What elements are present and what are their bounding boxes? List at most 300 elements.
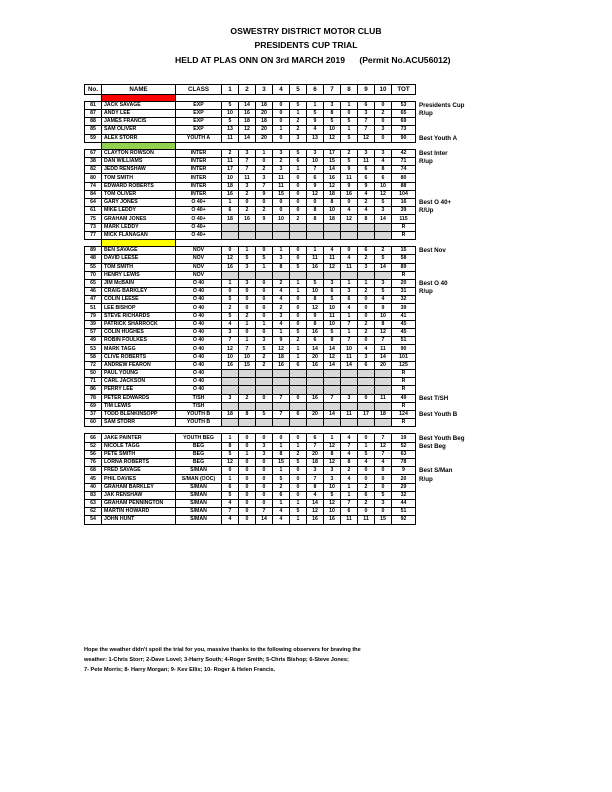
score-cell: 12	[375, 190, 392, 198]
rider-name: STEVE RICHARDS	[102, 312, 176, 320]
award-note	[416, 329, 494, 337]
score-cell: 9	[256, 215, 273, 223]
table-row	[85, 442, 494, 450]
score-cell: 0	[256, 434, 273, 442]
score-cell: 9	[307, 312, 324, 320]
score-cell: 5	[290, 508, 307, 516]
score-cell: 12	[375, 329, 392, 337]
score-cell: 2	[341, 149, 358, 157]
score-cell: 18	[324, 190, 341, 198]
score-cell	[273, 223, 290, 231]
score-cell: 2	[239, 207, 256, 215]
score-cell: 0	[375, 508, 392, 516]
score-cell: 5	[290, 263, 307, 271]
table-row	[85, 263, 494, 271]
score-cell: 0	[256, 459, 273, 467]
score-cell: 0	[256, 394, 273, 402]
total-score: 39	[392, 207, 416, 215]
rider-number: 62	[85, 508, 102, 516]
score-cell: 18	[239, 118, 256, 126]
score-cell: 5	[324, 329, 341, 337]
score-cell: 12	[307, 508, 324, 516]
table-row	[85, 134, 494, 142]
score-cell: 11	[341, 263, 358, 271]
score-cell	[239, 386, 256, 394]
award-note	[416, 459, 494, 467]
score-cell: 9	[273, 337, 290, 345]
score-cell: 7	[341, 499, 358, 507]
rider-number: 50	[85, 369, 102, 377]
rider-number: 88	[85, 118, 102, 126]
score-cell: 10	[324, 483, 341, 491]
score-cell: 0	[341, 109, 358, 117]
score-cell: 18	[307, 459, 324, 467]
score-cell: 5	[273, 475, 290, 483]
score-cell: 1	[290, 516, 307, 524]
score-cell: 5	[375, 199, 392, 207]
score-cell: 3	[307, 149, 324, 157]
score-cell: 15	[273, 459, 290, 467]
score-cell: 20	[307, 410, 324, 418]
rider-class: YOUTH B	[176, 419, 222, 427]
rider-class: EXP	[176, 126, 222, 134]
score-cell: 0	[256, 475, 273, 483]
venue-text: HELD AT PLAS ONN ON 3rd MARCH 2019	[175, 55, 345, 65]
rider-name: TOM OLIVER	[102, 190, 176, 198]
score-cell: 0	[358, 312, 375, 320]
score-cell: 4	[273, 296, 290, 304]
score-cell: 1	[290, 279, 307, 287]
score-cell: 15	[273, 190, 290, 198]
rider-class: O 40	[176, 337, 222, 345]
score-cell: 10	[324, 508, 341, 516]
score-cell: 10	[324, 320, 341, 328]
total-score: 53	[392, 101, 416, 109]
score-cell: 7	[273, 394, 290, 402]
score-cell: 6	[358, 361, 375, 369]
score-cell: 3	[324, 101, 341, 109]
score-cell: 12	[273, 345, 290, 353]
score-cell: 2	[358, 199, 375, 207]
score-cell: 2	[290, 126, 307, 134]
rider-class: T/SH	[176, 402, 222, 410]
rider-class: S/MAN	[176, 483, 222, 491]
club-title: OSWESTRY DISTRICT MOTOR CLUB	[230, 26, 382, 36]
score-cell: 4	[341, 450, 358, 458]
score-cell: 10	[222, 109, 239, 117]
score-cell: 17	[222, 166, 239, 174]
total-score: 71	[392, 158, 416, 166]
score-cell: 1	[273, 442, 290, 450]
score-cell	[273, 378, 290, 386]
score-cell: 9	[256, 190, 273, 198]
score-cell	[290, 231, 307, 239]
score-cell: 7	[341, 442, 358, 450]
score-cell: 1	[358, 279, 375, 287]
score-cell: 18	[222, 215, 239, 223]
total-score: 16	[392, 199, 416, 207]
award-note	[416, 483, 494, 491]
score-cell: 16	[341, 190, 358, 198]
rider-number: 51	[85, 304, 102, 312]
score-cell: 11	[375, 345, 392, 353]
score-cell: 1	[307, 101, 324, 109]
score-cell: 4	[341, 255, 358, 263]
score-cell: 16	[222, 361, 239, 369]
score-cell: 2	[290, 450, 307, 458]
score-cell: 11	[375, 394, 392, 402]
table-row	[85, 288, 494, 296]
score-cell: 8	[324, 450, 341, 458]
score-cell: 5	[375, 491, 392, 499]
total-score: 65	[392, 109, 416, 117]
rider-name: DAN WILLIAMS	[102, 158, 176, 166]
yellow-bar	[102, 239, 176, 246]
score-cell: 8	[307, 296, 324, 304]
score-cell	[324, 231, 341, 239]
score-cell: 4	[273, 516, 290, 524]
rider-number: 38	[85, 158, 102, 166]
score-cell: 0	[239, 499, 256, 507]
rider-number: 80	[85, 174, 102, 182]
score-cell: 5	[222, 101, 239, 109]
score-cell: 7	[239, 345, 256, 353]
score-cell	[256, 402, 273, 410]
score-cell: 0	[256, 279, 273, 287]
score-cell: 3	[358, 263, 375, 271]
score-cell: 8	[358, 215, 375, 223]
separator-cell	[85, 142, 102, 149]
score-cell: 0	[375, 134, 392, 142]
rider-class: S/MAN	[176, 508, 222, 516]
score-cell: 3	[341, 394, 358, 402]
rider-number: 89	[85, 247, 102, 255]
score-cell: 3	[239, 182, 256, 190]
score-cell: 10	[222, 174, 239, 182]
rider-name: TODD BLENKINSOPP	[102, 410, 176, 418]
score-cell: 4	[358, 459, 375, 467]
rider-name: FRED SAVAGE	[102, 467, 176, 475]
rider-class: NOV	[176, 247, 222, 255]
rider-number: 82	[85, 166, 102, 174]
rider-number: 76	[85, 459, 102, 467]
rider-class: S/MAN	[176, 467, 222, 475]
score-cell	[273, 369, 290, 377]
score-cell: 3	[256, 442, 273, 450]
score-cell: 20	[375, 361, 392, 369]
score-cell: 14	[239, 134, 256, 142]
score-cell: 12	[324, 499, 341, 507]
score-cell: 3	[273, 149, 290, 157]
rider-number: 48	[85, 255, 102, 263]
score-cell: 0	[358, 296, 375, 304]
total-score: R	[392, 386, 416, 394]
score-cell: 6	[341, 508, 358, 516]
rider-class: EXP	[176, 118, 222, 126]
score-cell: 3	[239, 279, 256, 287]
rider-name: GRAHAM PENNINGTON	[102, 499, 176, 507]
rider-name: JIM McBAIN	[102, 279, 176, 287]
rider-name: ANDREW FEARON	[102, 361, 176, 369]
score-cell	[307, 223, 324, 231]
score-cell: 6	[324, 288, 341, 296]
rider-class: NOV	[176, 255, 222, 263]
score-cell: 0	[256, 304, 273, 312]
rider-name: JEDD RENSHAW	[102, 166, 176, 174]
rider-name: CRAIG BARKLEY	[102, 288, 176, 296]
rider-name: JAKE PAINTER	[102, 434, 176, 442]
score-cell: 0	[358, 508, 375, 516]
score-cell	[358, 271, 375, 279]
score-cell	[256, 378, 273, 386]
rider-name: SAM OLIVER	[102, 126, 176, 134]
score-cell: 1	[290, 442, 307, 450]
rider-class: T/SH	[176, 394, 222, 402]
score-cell: 6	[307, 434, 324, 442]
award-note	[416, 353, 494, 361]
total-score: 52	[392, 442, 416, 450]
rider-number: 69	[85, 402, 102, 410]
score-cell: 3	[307, 467, 324, 475]
score-cell: 0	[256, 312, 273, 320]
score-cell: 0	[273, 434, 290, 442]
score-cell: 5	[290, 101, 307, 109]
score-cell: 2	[239, 394, 256, 402]
rider-name: PAUL YOUNG	[102, 369, 176, 377]
total-score: 19	[392, 434, 416, 442]
rider-class: NOV	[176, 271, 222, 279]
green-bar	[102, 142, 176, 149]
award-note	[416, 223, 494, 231]
score-cell	[222, 378, 239, 386]
score-cell	[290, 386, 307, 394]
score-cell: 1	[341, 101, 358, 109]
table-row	[85, 402, 494, 410]
rider-class: INTER	[176, 190, 222, 198]
total-score: 90	[392, 345, 416, 353]
rider-number: 55	[85, 263, 102, 271]
score-cell: 1	[222, 434, 239, 442]
table-row	[85, 361, 494, 369]
table-row	[85, 166, 494, 174]
score-cell: 14	[375, 263, 392, 271]
score-cell: 10	[341, 345, 358, 353]
score-cell: 7	[256, 182, 273, 190]
award-note: Best Inter	[419, 150, 448, 157]
score-cell: 8	[324, 109, 341, 117]
score-cell	[256, 386, 273, 394]
rider-name: LEE BISHOP	[102, 304, 176, 312]
score-cell: 3	[222, 329, 239, 337]
award-note	[416, 320, 494, 328]
rider-number: 85	[85, 126, 102, 134]
rider-name: MARK TAGG	[102, 345, 176, 353]
score-cell	[239, 402, 256, 410]
col-header: 10	[375, 85, 392, 95]
total-score: 39	[392, 304, 416, 312]
col-header: 2	[239, 85, 256, 95]
rider-class: O 40	[176, 353, 222, 361]
score-cell: 0	[358, 467, 375, 475]
separator-cell	[85, 239, 102, 246]
score-cell: 2	[358, 255, 375, 263]
score-cell: 6	[273, 491, 290, 499]
score-cell: 0	[375, 101, 392, 109]
separator-cell	[176, 94, 494, 101]
score-cell: 4	[358, 345, 375, 353]
table-row	[85, 207, 494, 215]
rider-class: S/MAN (OOC)	[176, 475, 222, 483]
rider-class: O 40	[176, 279, 222, 287]
award-note	[416, 345, 494, 353]
score-cell: 5	[222, 450, 239, 458]
score-cell: 14	[375, 353, 392, 361]
score-cell: 16	[307, 394, 324, 402]
score-cell: 1	[273, 247, 290, 255]
score-cell: 0	[273, 118, 290, 126]
score-cell: 16	[324, 516, 341, 524]
col-header: 7	[324, 85, 341, 95]
score-cell	[358, 223, 375, 231]
col-header: 5	[290, 85, 307, 95]
separator-cell	[176, 239, 494, 246]
score-cell: 3	[273, 166, 290, 174]
score-cell	[358, 386, 375, 394]
score-cell	[222, 402, 239, 410]
score-cell	[324, 223, 341, 231]
score-cell: 0	[239, 434, 256, 442]
rider-name: PERRY LEE	[102, 386, 176, 394]
score-cell: 0	[273, 199, 290, 207]
col-header: 8	[341, 85, 358, 95]
total-score: 124	[392, 410, 416, 418]
table-row	[85, 312, 494, 320]
score-cell: 3	[324, 475, 341, 483]
col-header: No.	[85, 85, 102, 95]
table-row	[85, 378, 494, 386]
rider-number: 73	[85, 223, 102, 231]
col-header: 1	[222, 85, 239, 95]
score-cell: 8	[307, 207, 324, 215]
rider-name: ALEX STORR	[102, 134, 176, 142]
score-cell	[375, 378, 392, 386]
rider-class: S/MAN	[176, 491, 222, 499]
score-cell: 12	[324, 182, 341, 190]
score-cell: 12	[341, 215, 358, 223]
score-cell	[290, 369, 307, 377]
score-cell	[307, 231, 324, 239]
score-cell	[307, 271, 324, 279]
score-cell	[290, 271, 307, 279]
table-row	[85, 369, 494, 377]
rider-name: BEN SAVAGE	[102, 247, 176, 255]
table-row	[85, 182, 494, 190]
rider-class: INTER	[176, 158, 222, 166]
score-cell: 16	[307, 329, 324, 337]
rider-number: 54	[85, 516, 102, 524]
score-cell: 10	[324, 207, 341, 215]
col-header: 9	[358, 85, 375, 95]
score-cell: 4	[222, 499, 239, 507]
rider-number: 68	[85, 467, 102, 475]
score-cell: 0	[290, 475, 307, 483]
score-cell: 3	[222, 394, 239, 402]
score-cell: 18	[324, 215, 341, 223]
table-row	[85, 483, 494, 491]
table-row	[85, 329, 494, 337]
score-cell: 12	[324, 353, 341, 361]
score-cell: 2	[375, 109, 392, 117]
table-row	[85, 353, 494, 361]
score-cell: 10	[375, 312, 392, 320]
rider-class: O 40	[176, 320, 222, 328]
score-cell	[290, 402, 307, 410]
score-cell: 14	[324, 345, 341, 353]
total-score: 74	[392, 166, 416, 174]
score-cell: 3	[273, 255, 290, 263]
total-score: R	[392, 369, 416, 377]
rider-name: GARY JONES	[102, 199, 176, 207]
score-cell: 4	[375, 459, 392, 467]
award-note	[416, 126, 494, 134]
rider-number: 70	[85, 271, 102, 279]
col-header: TOT	[392, 85, 416, 95]
separator-row	[85, 239, 494, 246]
table-row	[85, 394, 494, 402]
table-row	[85, 345, 494, 353]
table-row	[85, 126, 494, 134]
score-cell: 14	[307, 345, 324, 353]
rider-class: O 40	[176, 312, 222, 320]
award-note: Best Youth B	[419, 411, 458, 418]
score-cell: 0	[375, 475, 392, 483]
score-cell: 2	[256, 207, 273, 215]
score-cell: 1	[239, 247, 256, 255]
score-cell	[358, 231, 375, 239]
score-cell: 15	[239, 361, 256, 369]
score-cell: 16	[239, 215, 256, 223]
score-cell: 0	[239, 442, 256, 450]
score-cell: 15	[324, 158, 341, 166]
table-row	[85, 296, 494, 304]
total-score: 90	[392, 134, 416, 142]
score-cell: 11	[324, 312, 341, 320]
award-note	[416, 312, 494, 320]
rider-name: TOM SMITH	[102, 263, 176, 271]
score-cell: 2	[273, 483, 290, 491]
rider-number: 49	[85, 337, 102, 345]
rider-name: PATRICK SHARROCK	[102, 320, 176, 328]
rider-name: PETE SMITH	[102, 450, 176, 458]
score-cell: 10	[307, 288, 324, 296]
score-cell: 17	[324, 149, 341, 157]
score-cell: 5	[341, 118, 358, 126]
score-cell: 0	[273, 109, 290, 117]
score-cell: 0	[358, 304, 375, 312]
rider-class: YOUTH A	[176, 134, 222, 142]
table-row	[85, 109, 494, 117]
score-cell: 5	[290, 329, 307, 337]
score-cell: 3	[239, 149, 256, 157]
score-cell: 1	[290, 109, 307, 117]
score-cell: 0	[341, 199, 358, 207]
score-cell: 11	[341, 516, 358, 524]
score-cell	[341, 369, 358, 377]
score-cell: 3	[358, 149, 375, 157]
table-row	[85, 149, 494, 157]
score-cell: 1	[222, 279, 239, 287]
score-cell	[324, 402, 341, 410]
